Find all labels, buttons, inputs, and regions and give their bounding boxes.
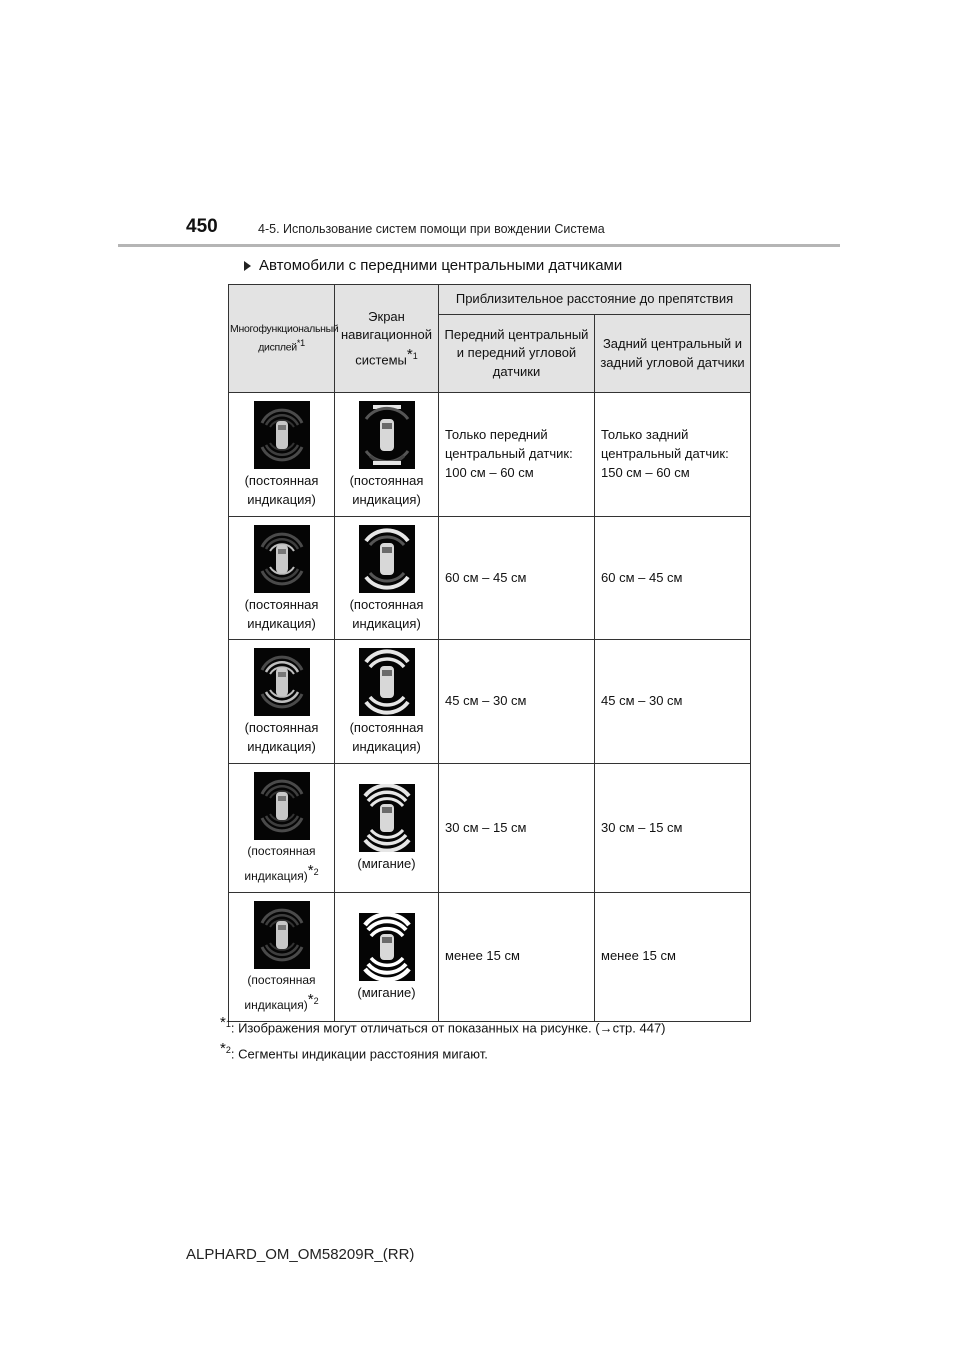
front-distance: 60 см – 45 см [439,516,595,640]
front-distance: 45 см – 30 см [439,640,595,764]
nav-screen-image [359,525,415,593]
front-distance: менее 15 см [439,892,595,1021]
multi-display-image [254,901,310,969]
table-row [229,640,751,764]
page-number: 450 [186,216,218,237]
nav-screen-caption: (постоянная индикация) [349,720,424,755]
front-distance: 30 см – 15 см [439,764,595,893]
nav-screen-caption: (мигание) [357,984,416,1000]
rear-distance: 45 см – 30 см [595,640,751,764]
nav-screen-image [359,913,415,981]
distance-table [228,284,751,1022]
multi-display-caption: (постоянная индикация)$^{*2}$ [244,972,319,1013]
header-rear-sensors: Задний центральный и задний угловой датчики [595,315,751,393]
multi-display-caption: (постоянная индикация) [244,473,319,507]
header-multi-display: Многофункциональный дисплей$^{*1}$ [229,285,335,393]
rear-distance: менее 15 см [595,892,751,1021]
header-distance-group: Приблизительное расстояние до препятствия [439,285,751,315]
multi-display-caption: (постоянная индикация)$^{*2}$ [244,844,319,884]
front-distance: Только передний центральный датчик: 100 см – 60 см [439,393,595,517]
nav-screen-caption: (постоянная индикация) [349,473,424,507]
nav-screen-caption: (постоянная индикация) [349,596,424,631]
table-row [229,393,751,517]
nav-screen-caption: (мигание) [357,856,416,872]
section-title [244,257,622,274]
rear-distance: 30 см – 15 см [595,764,751,893]
multi-display-image [254,525,310,593]
running-head: 4-5. Использование систем помощи при вождении Система [258,222,605,236]
header-nav-screen: Экран навигационной системы$^{*1}$ [335,285,439,393]
multi-display-caption: (постоянная индикация) [244,596,319,631]
multi-display-image [254,772,310,840]
nav-screen-image [359,784,415,852]
rear-distance: Только задний центральный датчик: 150 см – 60 см [595,393,751,517]
table-row [229,764,751,893]
header-rule [118,244,840,247]
document-code: ALPHARD_OM_OM58209R_(RR) [186,1246,415,1263]
multi-display-image [254,401,310,469]
section-title-text: Автомобили с передними центральными датчиками [259,257,623,274]
rear-distance: 60 см – 45 см [595,516,751,640]
table-row [229,892,751,1021]
nav-screen-image [359,401,415,469]
footnote-1: $^{*1}$: Изображения могут отличаться от показанных на рисунке. (→стр. 447) [220,1014,666,1036]
triangle-bullet-icon [244,261,251,271]
table-row [229,516,751,640]
footnote-2: $^{*2}$: Сегменты индикации расстояния мигают. [220,1040,488,1062]
nav-screen-image [359,648,415,716]
header-front-sensors: Передний центральный и передний угловой датчики [439,315,595,393]
multi-display-image [254,648,310,716]
multi-display-caption: (постоянная индикация) [244,720,319,755]
